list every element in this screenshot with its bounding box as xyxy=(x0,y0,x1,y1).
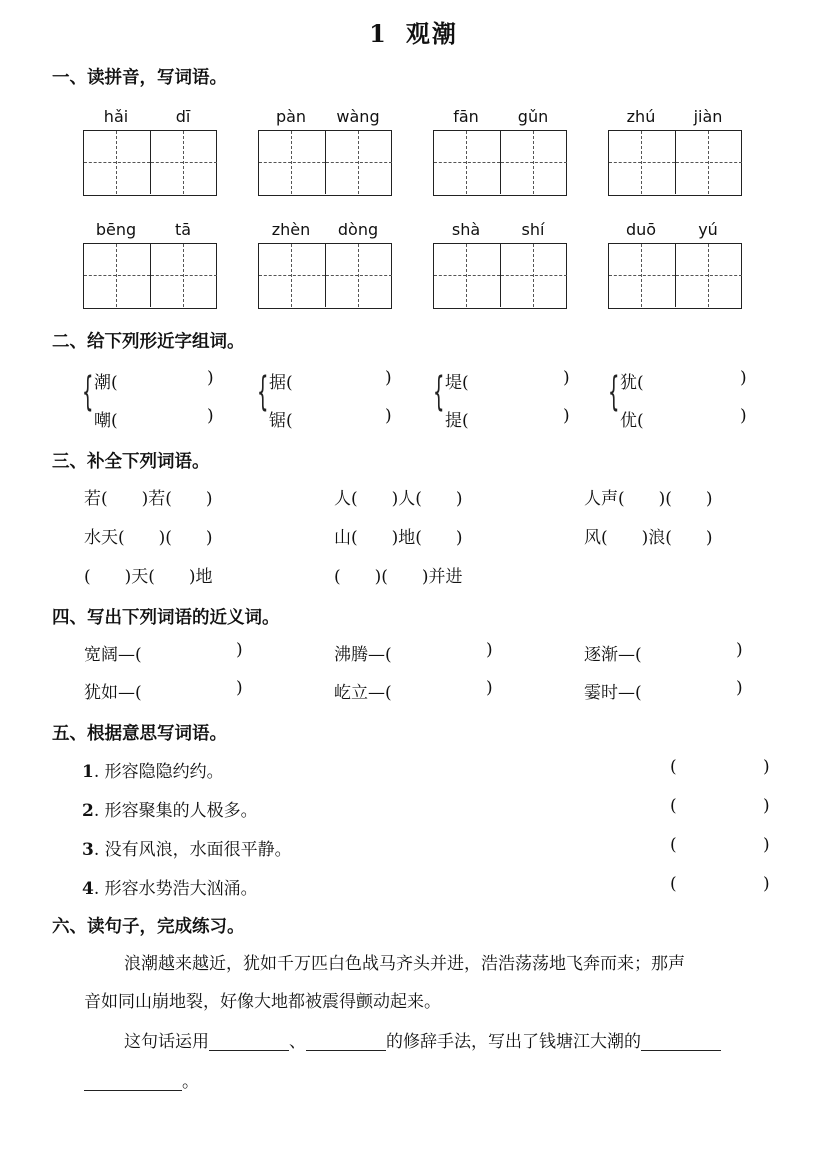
grid-guide-vertical xyxy=(183,131,184,194)
writing-grid[interactable] xyxy=(258,130,392,196)
pinyin-label: dī xyxy=(175,107,191,126)
pinyin-label: bēng xyxy=(95,220,137,239)
grid-cell[interactable] xyxy=(326,131,392,194)
question-text-1: 这句话运用 xyxy=(124,1032,209,1052)
grid-cell[interactable] xyxy=(326,244,392,307)
open-paren: ( xyxy=(670,796,677,816)
grid-guide-vertical xyxy=(641,244,642,307)
grid-guide-horizontal xyxy=(84,275,150,276)
synonym-item: 霎时—( xyxy=(584,683,642,703)
grid-cell[interactable] xyxy=(151,244,217,307)
grid-cell[interactable] xyxy=(434,131,501,194)
grid-cell[interactable] xyxy=(434,244,501,307)
open-paren: ( xyxy=(670,835,677,855)
grid-guide-horizontal xyxy=(434,275,500,276)
similar-char-item: 犹( xyxy=(620,373,644,393)
similar-char-item: 提( xyxy=(445,411,469,431)
pinyin-label: hǎi xyxy=(103,107,129,126)
pinyin-label: duō xyxy=(625,220,657,239)
lesson-title: 观潮 xyxy=(405,19,458,48)
grid-guide-horizontal xyxy=(259,162,325,163)
close-paren: ) xyxy=(486,640,493,660)
grid-guide-horizontal xyxy=(501,275,567,276)
answer-blank-2[interactable] xyxy=(306,1032,386,1051)
writing-grid[interactable] xyxy=(83,130,217,196)
close-paren: ) xyxy=(236,678,243,698)
close-paren: ) xyxy=(385,368,392,388)
section-heading-2: 二、给下列形近字组词。 xyxy=(52,332,245,352)
reading-line-2: 音如同山崩地裂，好像大地都被震得颤动起来。 xyxy=(84,992,441,1012)
synonym-item: 屹立—( xyxy=(334,683,392,703)
answer-blank-1[interactable] xyxy=(209,1032,289,1051)
grid-cell[interactable] xyxy=(609,244,676,307)
section-heading-3: 三、补全下列词语。 xyxy=(52,452,210,472)
grid-cell[interactable] xyxy=(676,244,742,307)
fill-word-item: 风( )浪( ) xyxy=(584,528,713,548)
writing-grid[interactable] xyxy=(608,243,742,309)
similar-char-item: 据( xyxy=(269,373,293,393)
open-paren: ( xyxy=(670,874,677,894)
synonym-item: 沸腾—( xyxy=(334,645,392,665)
pinyin-label: zhèn xyxy=(271,220,311,239)
grid-guide-horizontal xyxy=(84,162,150,163)
grid-guide-horizontal xyxy=(501,162,567,163)
similar-char-item: 潮( xyxy=(94,373,118,393)
similar-char-item: 堤( xyxy=(445,373,469,393)
meaning-text: . 形容水势浩大汹涌。 xyxy=(93,879,258,899)
close-paren: ) xyxy=(736,640,743,660)
question-text-2: 的修辞手法，写出了钱塘江大潮的 xyxy=(386,1032,641,1052)
close-paren: ) xyxy=(763,835,770,855)
pinyin-label: wàng xyxy=(336,107,380,126)
similar-char-item: 锯( xyxy=(269,411,293,431)
pinyin-label: shí xyxy=(521,220,545,239)
close-paren: ) xyxy=(207,406,214,426)
grid-guide-vertical xyxy=(116,131,117,194)
pinyin-label: jiàn xyxy=(693,107,723,126)
grid-guide-vertical xyxy=(183,244,184,307)
grid-cell[interactable] xyxy=(609,131,676,194)
answer-blank-3[interactable] xyxy=(641,1032,721,1051)
close-paren: ) xyxy=(207,368,214,388)
reading-line-1: 浪潮越来越近，犹如千万匹白色战马齐头并进，浩浩荡荡地飞奔而来；那声 xyxy=(124,954,685,974)
grid-guide-horizontal xyxy=(259,275,325,276)
meaning-text: . 没有风浪，水面很平静。 xyxy=(93,840,292,860)
meaning-item xyxy=(82,796,258,821)
grid-guide-vertical xyxy=(358,244,359,307)
synonym-item: 犹如—( xyxy=(84,683,142,703)
meaning-item xyxy=(82,835,292,860)
meaning-item xyxy=(82,757,224,782)
close-paren: ) xyxy=(763,757,770,777)
close-paren: ) xyxy=(486,678,493,698)
brace-icon: { xyxy=(82,369,94,415)
grid-guide-horizontal xyxy=(326,162,392,163)
brace-icon: { xyxy=(257,369,269,415)
meaning-text: . 形容隐隐约约。 xyxy=(93,762,224,782)
similar-char-item: 优( xyxy=(620,411,644,431)
grid-guide-horizontal xyxy=(676,275,742,276)
grid-cell[interactable] xyxy=(84,244,151,307)
grid-guide-vertical xyxy=(641,131,642,194)
grid-guide-horizontal xyxy=(151,162,217,163)
meaning-item xyxy=(82,874,258,899)
lesson-number: 1 xyxy=(369,19,388,48)
pinyin-label: fān xyxy=(453,107,479,126)
grid-guide-vertical xyxy=(708,131,709,194)
answer-blank-4[interactable] xyxy=(84,1072,182,1091)
meaning-number: 2 xyxy=(82,801,94,821)
writing-grid[interactable] xyxy=(258,243,392,309)
grid-guide-horizontal xyxy=(326,275,392,276)
fill-word-item: ( )天( )地 xyxy=(84,567,213,587)
close-paren: ) xyxy=(763,874,770,894)
fill-word-item: 若( )若( ) xyxy=(84,489,213,509)
close-paren: ) xyxy=(763,796,770,816)
pinyin-label: shà xyxy=(451,220,481,239)
pinyin-label: zhú xyxy=(626,107,656,126)
grid-guide-vertical xyxy=(533,131,534,194)
grid-guide-horizontal xyxy=(676,162,742,163)
meaning-number: 1 xyxy=(82,762,94,782)
open-paren: ( xyxy=(670,757,677,777)
synonym-item: 逐渐—( xyxy=(584,645,642,665)
close-paren: ) xyxy=(385,406,392,426)
section-heading-1: 一、读拼音，写词语。 xyxy=(52,68,227,88)
question-end: 。 xyxy=(182,1072,199,1092)
section-heading-4: 四、写出下列词语的近义词。 xyxy=(52,608,280,628)
grid-cell[interactable] xyxy=(259,244,326,307)
section-heading-6: 六、读句子，完成练习。 xyxy=(52,917,245,937)
grid-guide-vertical xyxy=(291,131,292,194)
grid-guide-vertical xyxy=(358,131,359,194)
fill-word-item: 水天( )( ) xyxy=(84,528,213,548)
close-paren: ) xyxy=(563,368,570,388)
writing-grid[interactable] xyxy=(83,243,217,309)
question-sep: 、 xyxy=(289,1032,306,1052)
grid-cell[interactable] xyxy=(501,244,567,307)
close-paren: ) xyxy=(740,406,747,426)
pinyin-label: pàn xyxy=(275,107,307,126)
grid-cell[interactable] xyxy=(676,131,742,194)
pinyin-label: gǔn xyxy=(517,107,549,126)
page-title xyxy=(0,14,827,49)
pinyin-label: yú xyxy=(698,220,718,239)
grid-guide-vertical xyxy=(533,244,534,307)
grid-guide-vertical xyxy=(291,244,292,307)
grid-cell[interactable] xyxy=(151,131,217,194)
meaning-number: 3 xyxy=(82,840,94,860)
grid-guide-vertical xyxy=(116,244,117,307)
grid-guide-vertical xyxy=(466,131,467,194)
brace-icon: { xyxy=(433,369,445,415)
meaning-text: . 形容聚集的人极多。 xyxy=(93,801,258,821)
grid-guide-vertical xyxy=(708,244,709,307)
fill-word-item: ( )( )并进 xyxy=(334,567,463,587)
pinyin-label: dòng xyxy=(337,220,379,239)
fill-word-item: 人声( )( ) xyxy=(584,489,713,509)
grid-guide-horizontal xyxy=(609,162,675,163)
similar-char-item: 嘲( xyxy=(94,411,118,431)
meaning-number: 4 xyxy=(82,879,94,899)
grid-cell[interactable] xyxy=(501,131,567,194)
close-paren: ) xyxy=(236,640,243,660)
question-line xyxy=(124,1024,721,1060)
close-paren: ) xyxy=(740,368,747,388)
grid-cell[interactable] xyxy=(84,131,151,194)
grid-cell[interactable] xyxy=(259,131,326,194)
section-heading-5: 五、根据意思写词语。 xyxy=(52,724,227,744)
grid-guide-horizontal xyxy=(151,275,217,276)
grid-guide-horizontal xyxy=(609,275,675,276)
fill-word-item: 山( )地( ) xyxy=(334,528,463,548)
close-paren: ) xyxy=(563,406,570,426)
question-line-2 xyxy=(84,1064,199,1100)
close-paren: ) xyxy=(736,678,743,698)
writing-grid[interactable] xyxy=(433,130,567,196)
writing-grid[interactable] xyxy=(433,243,567,309)
grid-guide-horizontal xyxy=(434,162,500,163)
pinyin-label: tā xyxy=(174,220,192,239)
brace-icon: { xyxy=(608,369,620,415)
writing-grid[interactable] xyxy=(608,130,742,196)
fill-word-item: 人( )人( ) xyxy=(334,489,463,509)
grid-guide-vertical xyxy=(466,244,467,307)
synonym-item: 宽阔—( xyxy=(84,645,142,665)
